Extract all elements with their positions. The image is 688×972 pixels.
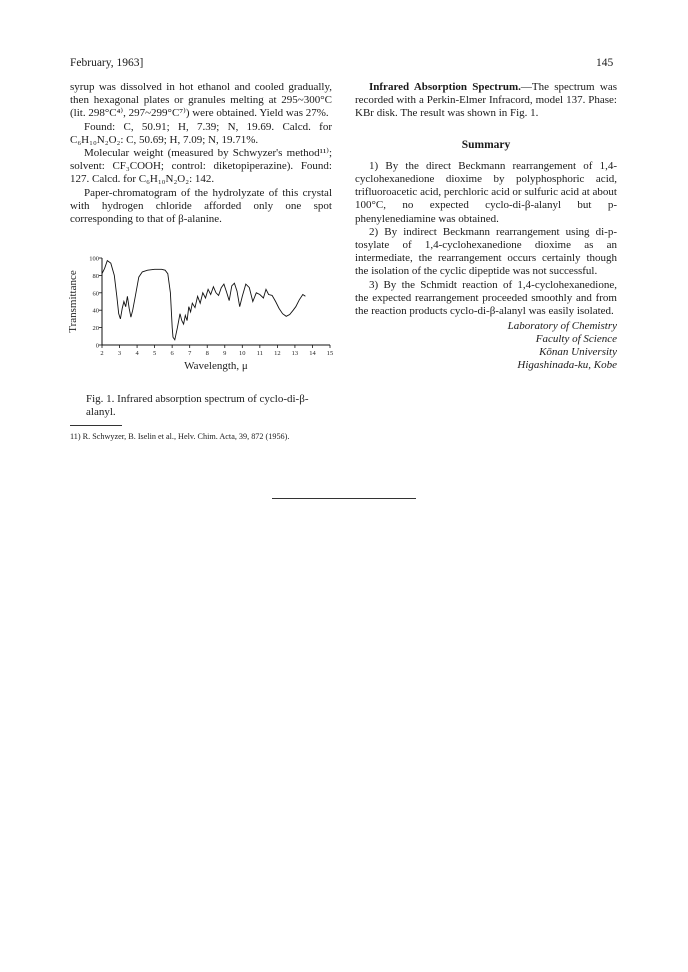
y-tick-label: 60 bbox=[92, 290, 99, 298]
footnote-divider bbox=[70, 425, 122, 426]
x-tick-label: 6 bbox=[170, 350, 174, 357]
figure-caption: Fig. 1. Infrared absorption spectrum of cyclo-di-β-alanyl. bbox=[86, 393, 309, 418]
y-tick-label: 100 bbox=[89, 255, 99, 263]
x-tick-label: 10 bbox=[239, 350, 246, 357]
x-tick-label: 4 bbox=[135, 350, 139, 357]
x-tick-label: 3 bbox=[117, 350, 122, 357]
affiliation-line: Higashinada-ku, Kobe bbox=[517, 359, 617, 372]
ir-heading: Infrared Absorption Spectrum. bbox=[369, 81, 521, 93]
running-header: February, 1963] bbox=[70, 57, 144, 69]
x-tick-label: 12 bbox=[274, 350, 281, 357]
x-tick-label: 14 bbox=[309, 350, 316, 357]
x-tick-label: 2 bbox=[100, 350, 104, 357]
y-tick-label: 0 bbox=[95, 342, 99, 350]
summary-item-3: 3) By the Schmidt reaction of 1,4-cyclohexanedione, the expected rearrangement proceeded smoothly and from the reaction products cyclo-di-β-alanyl was easily isolated. bbox=[355, 278, 617, 318]
end-rule bbox=[272, 498, 416, 499]
summary-heading: Summary bbox=[461, 138, 511, 151]
summary-item-1: 1) By the direct Beckmann rearrangement of 1,4-cyclohexanedione dioxime by polyphosphoric acid, trifluoroacetic acid, perchloric acid or sulfuric acid at about 100°C, no expected cyclo-di-β-alanyl but p-phenylenediamine was obtained. bbox=[355, 159, 617, 225]
y-axis-label: Transmittance bbox=[67, 270, 79, 333]
x-tick-label: 15 bbox=[326, 350, 334, 357]
left-column bbox=[70, 81, 332, 226]
x-tick-label: 8 bbox=[205, 350, 209, 357]
affiliation-line: Laboratory of Chemistry bbox=[507, 320, 617, 333]
right-column bbox=[355, 81, 617, 372]
ir-text: —The spectrum was recorded with a Perkin-Elmer Infracord, model 137. Phase: KBr disk. The result was shown in Fig. 1. bbox=[355, 81, 617, 120]
footnote-11: 11) R. Schwyzer, B. Iselin et al., Helv. Chim. Acta, 39, 872 (1956). bbox=[70, 432, 290, 441]
affiliation bbox=[355, 320, 617, 372]
ir-spectrum-series-line bbox=[102, 261, 305, 340]
paragraph-recrystallization: syrup was dissolved in hot ethanol and cooled gradually, then hexagonal plates or granules melting at 295~300°C (lit. 298°C⁴⁾, 297~299°C⁷⁾) were obtained. Yield was 27%. bbox=[70, 81, 332, 120]
ir-spectrum-chart bbox=[62, 248, 342, 388]
affiliation-line: Faculty of Science bbox=[535, 333, 617, 346]
paragraph-chromatogram: Paper-chromatogram of the hydrolyzate of this crystal with hydrogen chloride afforded only one spot corresponding to that of β-alanine. bbox=[70, 186, 332, 226]
y-tick-label: 20 bbox=[92, 325, 99, 333]
x-tick-label: 9 bbox=[223, 350, 227, 357]
y-tick-label: 80 bbox=[92, 272, 99, 280]
x-tick-label: 7 bbox=[188, 350, 192, 357]
x-tick-label: 11 bbox=[256, 350, 263, 357]
page-number: 145 bbox=[596, 57, 614, 69]
x-tick-label: 13 bbox=[291, 350, 299, 357]
paragraph-ir-spectrum bbox=[355, 81, 617, 121]
summary-item-2: 2) By indirect Beckmann rearrangement using di-p-tosylate of 1,4-cyclohexanedione dioxime as an intermediate, the rearrangement occurs certainly though the isolation of the cyclic dipeptide was not successful. bbox=[355, 225, 617, 278]
x-axis-label: Wavelength, μ bbox=[184, 360, 248, 372]
paragraph-molecular-weight: Molecular weight (measured by Schwyzer's method¹¹⁾; solvent: CF₃COOH; control: diketopiperazine). Found: 127. Calcd. for C₆H₁₀N₂O₂: 142. bbox=[70, 147, 332, 186]
paragraph-analysis: Found: C, 50.91; H, 7.39; N, 19.69. Calcd. for C₆H₁₀N₂O₂: C, 50.69; H, 7.09; N, 19.71%. bbox=[70, 120, 332, 146]
affiliation-line: Kōnan University bbox=[539, 346, 617, 359]
y-tick-label: 40 bbox=[92, 307, 99, 315]
x-tick-label: 5 bbox=[152, 350, 157, 357]
